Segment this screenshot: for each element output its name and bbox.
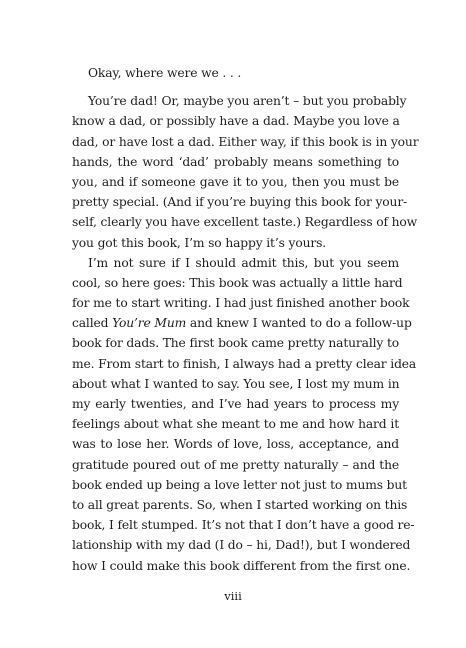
text-line: book, I felt stumped. It’s not that I don’t have a good re-	[72, 518, 415, 533]
text-line: self, clearly you have excellent taste.) Regardless of how	[72, 215, 418, 230]
text-line: book ended up being a love letter not just to mums but	[72, 477, 407, 492]
text-line: You’re dad! Or, maybe you aren’t – but you probably	[88, 94, 407, 109]
text-line: hands, the word ‘dad’ probably means something to	[72, 154, 399, 169]
page-number: viii	[224, 589, 242, 603]
text-run: called	[72, 316, 113, 331]
text-line: I’m not sure if I should admit this, but you seem	[88, 255, 399, 270]
text-line: you got this book, I’m so happy it’s yours.	[72, 235, 326, 250]
text-line: about what I wanted to say. You see, I lost my mum in	[72, 376, 400, 391]
text-line: know a dad, or possibly have a dad. Maybe you love a	[72, 114, 400, 129]
paragraph-2	[72, 253, 417, 576]
text-line: book for dads. The first book came pretty naturally to	[72, 336, 399, 351]
text-line: was to lose her. Words of love, loss, acceptance, and	[72, 437, 399, 452]
text-line: for me to start writing. I had just finished another book	[72, 296, 410, 311]
text-line: my early twenties, and I’ve had years to process my	[72, 397, 399, 411]
text-line: me. From start to finish, I always had a pretty clear idea	[72, 356, 417, 371]
text-line: you, and if someone gave it to you, then you must be	[72, 174, 399, 189]
text-line: cool, so here goes: This book was actually a little hard	[72, 275, 403, 290]
opening-line: Okay, where were we . . .	[88, 66, 242, 80]
text-line-with-title	[72, 313, 412, 333]
text-line: gratitude poured out of me pretty naturally – and the	[72, 457, 399, 472]
paragraph-gap	[72, 83, 399, 91]
text-line: how I could make this book different from the first one.	[72, 558, 411, 573]
text-line: to all great parents. So, when I started working on this	[72, 497, 408, 512]
paragraph-1	[72, 91, 419, 253]
text-line: feelings about what she meant to me and how hard it	[72, 417, 399, 432]
text-line: dad, or have lost a dad. Either way, if this book is in your	[72, 134, 419, 149]
text-run: and knew I wanted to do a follow-up	[186, 316, 412, 331]
book-title: You’re Mum	[112, 316, 187, 331]
text-line: lationship with my dad (I do – hi, Dad!), but I wondered	[72, 538, 411, 553]
body-text	[72, 63, 419, 576]
text-line: pretty special. (And if you’re buying this book for your-	[72, 195, 408, 210]
